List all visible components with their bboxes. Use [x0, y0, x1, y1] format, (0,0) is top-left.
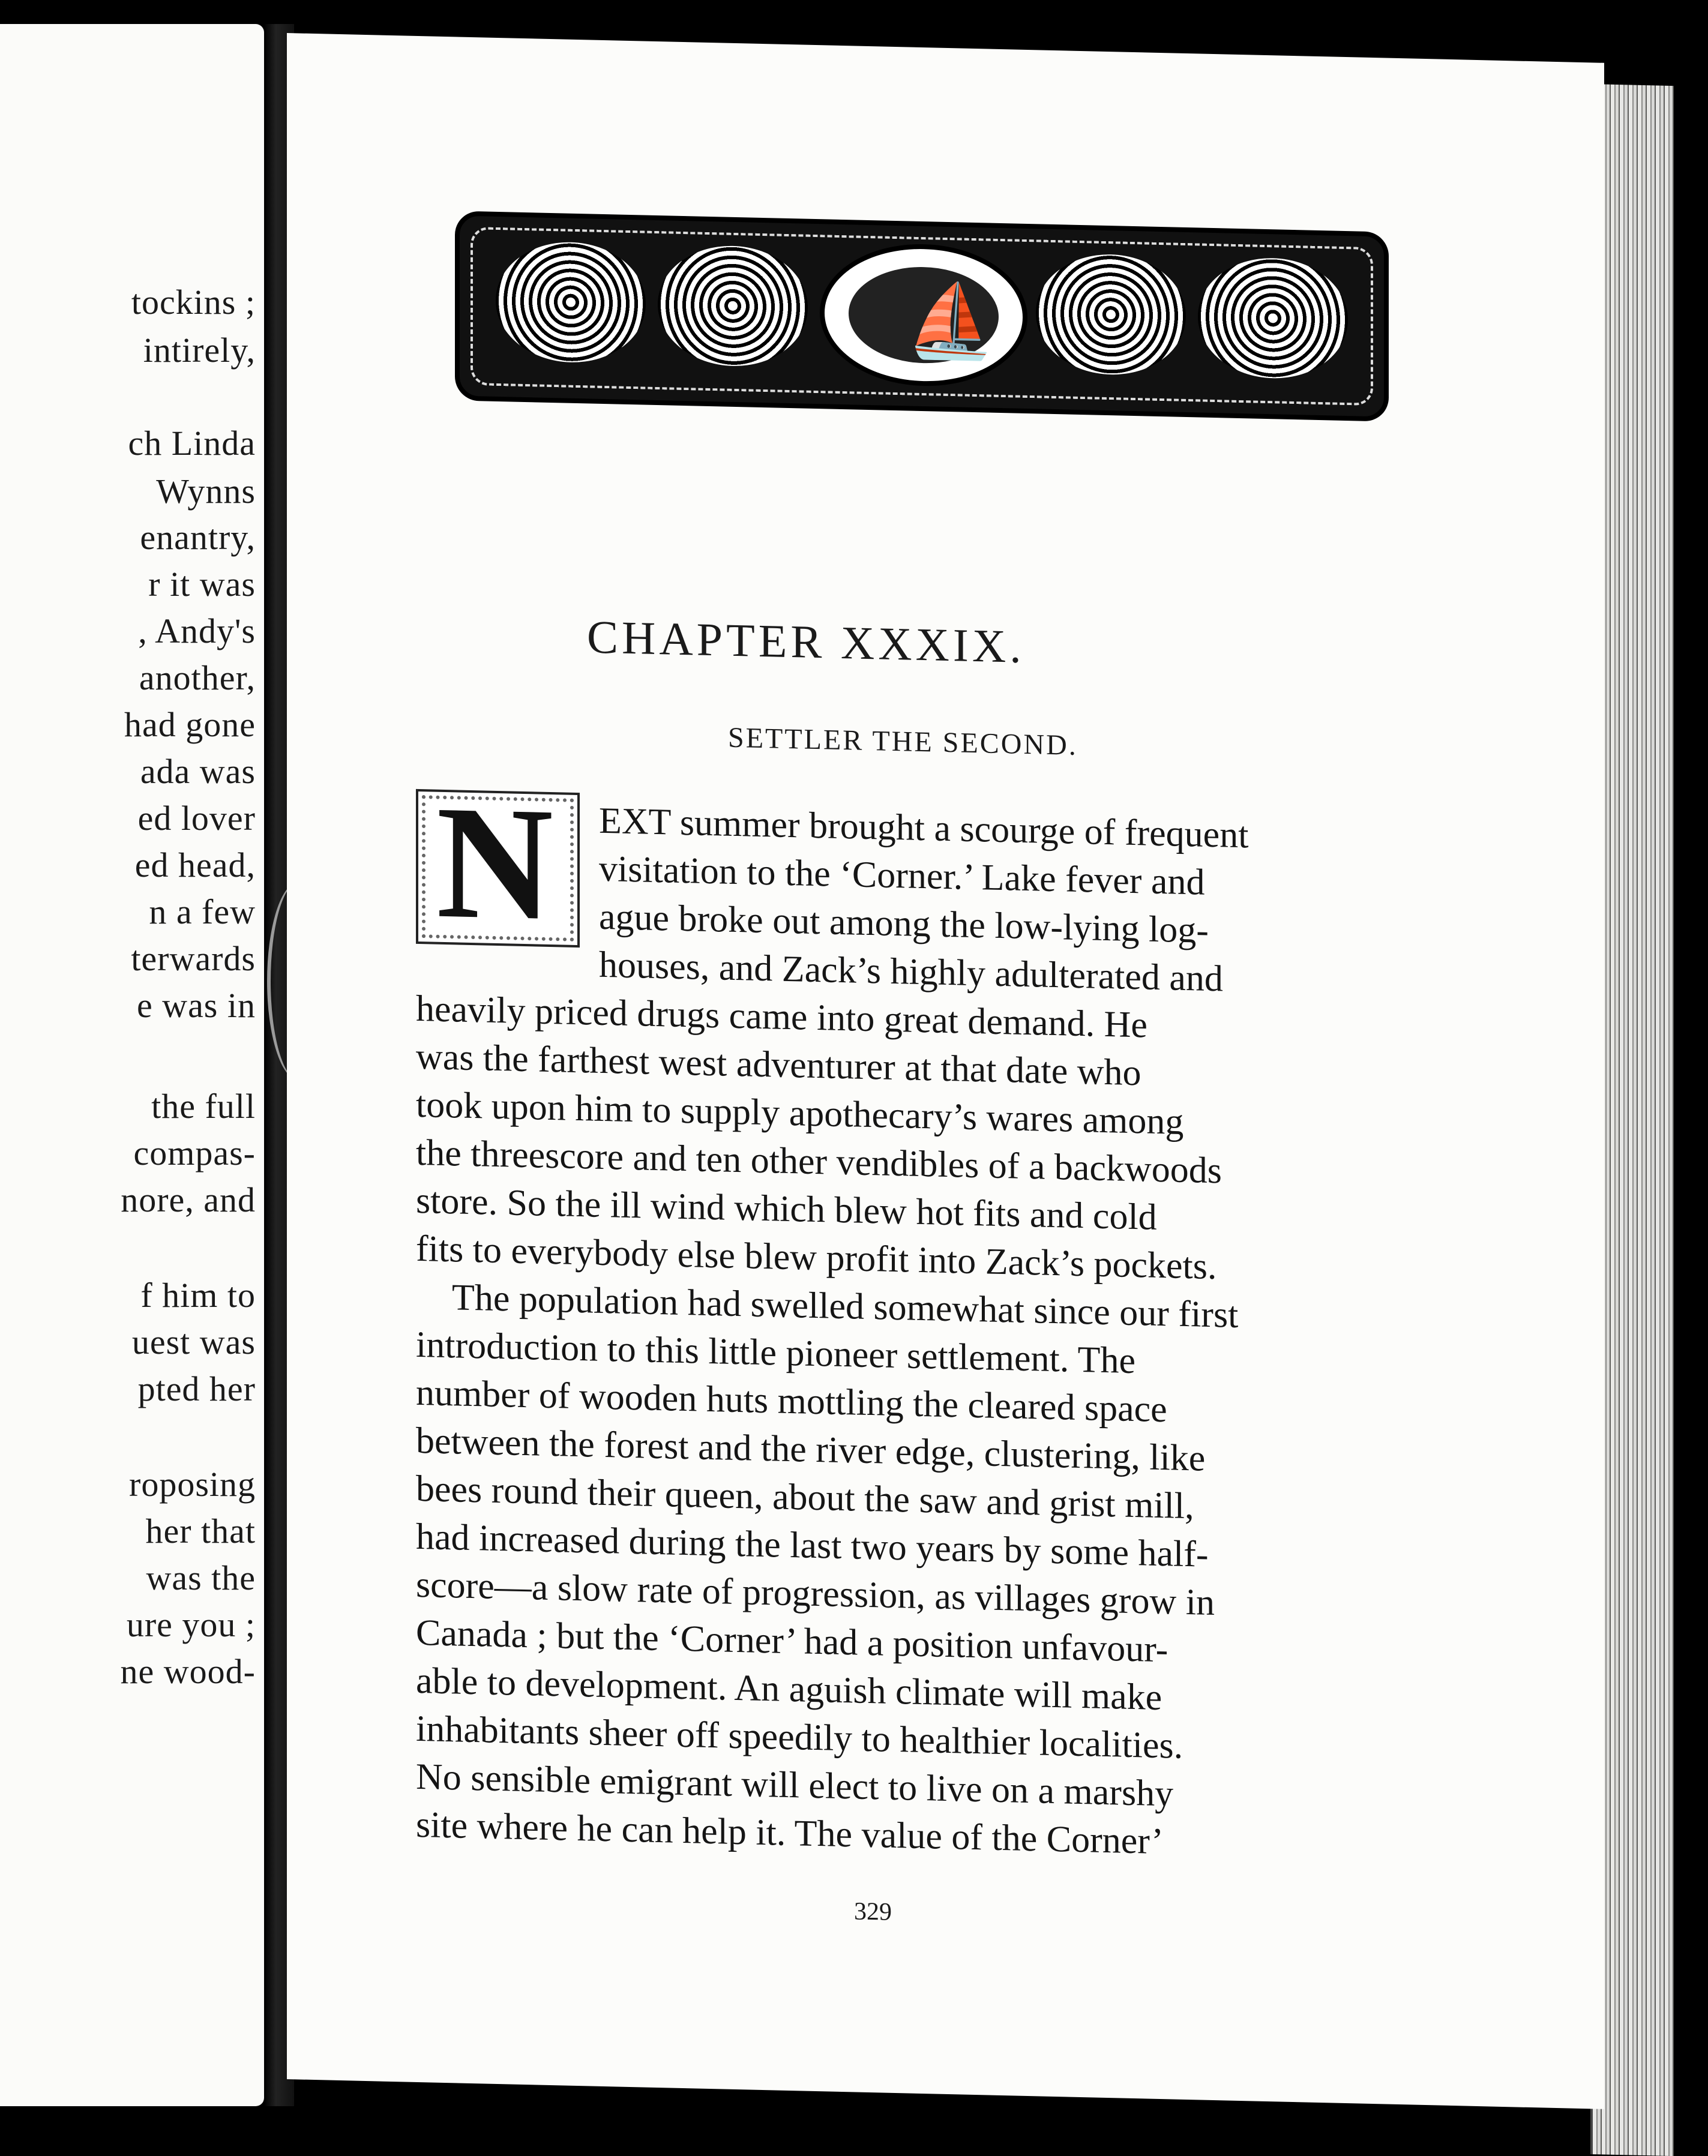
text-line: score—a slow rate of progression, as villages grow in	[416, 1564, 1215, 1624]
left-page-line: ure you ;	[126, 1605, 256, 1644]
left-page-line: ed lover	[137, 799, 256, 838]
text-line: visitation to the ‘Corner.’ Lake fever and	[599, 848, 1205, 903]
text-line: The population had swelled somewhat since our first	[452, 1277, 1239, 1336]
left-page-line: uest was	[131, 1323, 256, 1362]
text-line: No sensible emigrant will elect to live on a marshy	[416, 1756, 1174, 1815]
text-line: the threescore and ten other vendibles of a backwoods	[416, 1132, 1222, 1192]
left-page-line: was the	[146, 1558, 256, 1597]
left-page-line: roposing	[129, 1465, 256, 1504]
left-page-line: e was in	[136, 986, 256, 1025]
text-line: heavily priced drugs came into great demand. He	[416, 988, 1147, 1046]
chapter-title: CHAPTER XXXIX.	[587, 610, 1025, 673]
drop-cap	[416, 772, 580, 955]
text-line: Canada ; but the ‘Corner’ had a position unfavour-	[416, 1612, 1168, 1671]
left-page-line: Wynns	[156, 472, 256, 511]
left-page-line: the full	[151, 1087, 256, 1126]
left-page-line: ed head,	[134, 845, 256, 884]
text-line: able to development. An aguish climate will make	[416, 1660, 1162, 1719]
left-page-line: ne wood-	[120, 1652, 256, 1691]
text-line: ague broke out among the low-lying log-	[599, 896, 1209, 951]
ship-vignette-icon: ⛵	[906, 280, 996, 362]
left-page-line: ada was	[140, 752, 256, 791]
left-page-line: her that	[145, 1512, 256, 1551]
text-line: introduction to this little pioneer settlement. The	[416, 1324, 1136, 1382]
text-line: had increased during the last two years by some half-	[416, 1516, 1209, 1575]
text-line: number of wooden huts mottling the cleared space	[416, 1372, 1167, 1431]
left-page-line: intirely,	[143, 331, 256, 370]
left-page-line: r it was	[148, 565, 256, 604]
left-page-line: tockins ;	[131, 283, 256, 322]
text-line: site where he can help it. The value of the Corner’	[416, 1804, 1164, 1863]
left-page-line: n a few	[149, 892, 256, 931]
text-line: EXT summer brought a scourge of frequent	[599, 800, 1249, 856]
left-page-line: pted her	[137, 1369, 256, 1408]
left-page-line: f him to	[140, 1276, 256, 1315]
text-line: store. So the ill wind which blew hot fits and cold	[416, 1180, 1157, 1238]
left-page-line: , Andy's	[138, 611, 256, 650]
drop-cap-letter: N	[436, 772, 553, 955]
text-line: inhabitants sheer off speedily to healthier localities.	[416, 1708, 1183, 1767]
left-page-line: nore, and	[121, 1180, 256, 1219]
left-page-line: had gone	[124, 705, 256, 744]
left-page-line: another,	[139, 658, 256, 697]
left-page-line: enantry,	[140, 518, 256, 557]
chapter-subtitle: SETTLER THE SECOND.	[728, 721, 1078, 761]
page-number: 329	[854, 1897, 892, 1926]
medallion-inner	[849, 265, 999, 365]
left-page-line: ch Linda	[128, 424, 256, 463]
text-line: houses, and Zack’s highly adulterated and	[599, 944, 1223, 1000]
left-page-line: compas-	[133, 1134, 256, 1173]
right-page	[287, 33, 1604, 2109]
text-line: between the forest and the river edge, clustering, like	[416, 1420, 1206, 1479]
text-line: was the farthest west adventurer at that date who	[416, 1036, 1141, 1094]
left-page	[0, 24, 264, 2106]
chapter-header-ornament	[455, 211, 1389, 421]
left-page-line: terwards	[131, 939, 256, 978]
text-line: fits to everybody else blew profit into Zack’s pockets.	[416, 1228, 1217, 1288]
text-line: bees round their queen, about the saw and grist mill,	[416, 1468, 1194, 1527]
text-line: took upon him to supply apothecary’s wares among	[416, 1084, 1184, 1143]
